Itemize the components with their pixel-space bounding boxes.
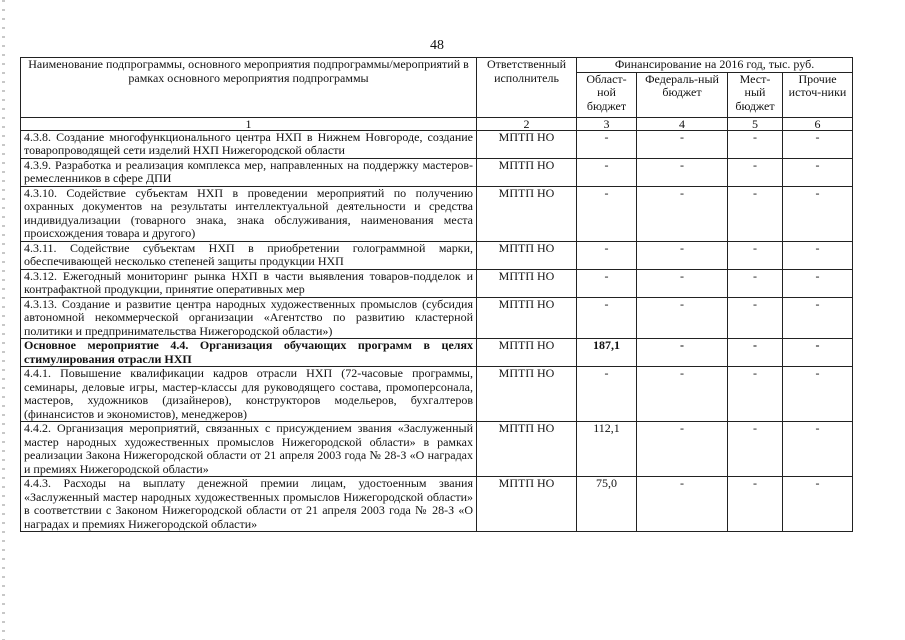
executor-cell: МПТП НО: [477, 367, 577, 422]
executor-cell: МПТП НО: [477, 422, 577, 477]
header-local-budget: Мест-ный бюджет: [728, 72, 783, 117]
other-sources-cell: -: [783, 477, 853, 532]
federal-budget-cell: -: [637, 158, 728, 186]
regional-budget-cell: -: [577, 367, 637, 422]
executor-cell: МПТП НО: [477, 297, 577, 339]
other-sources-cell: -: [783, 241, 853, 269]
other-sources-cell: -: [783, 186, 853, 241]
other-sources-cell: -: [783, 367, 853, 422]
federal-budget-cell: -: [637, 477, 728, 532]
federal-budget-cell: -: [637, 367, 728, 422]
executor-cell: МПТП НО: [477, 158, 577, 186]
measure-name: 4.4.3. Расходы на выплату денежной премии лицам, удостоенным звания «Заслуженный мастер народных художественных промыслов Нижегородской области» в соответствии с Законом Нижегородской области от 21 апреля 2003 года № 28-З «О наградах и премиях Нижегородской области»: [21, 477, 477, 532]
table-row: [21, 477, 853, 532]
other-sources-cell: -: [783, 297, 853, 339]
local-budget-cell: -: [728, 269, 783, 297]
measure-name: 4.3.12. Ежегодный мониторинг рынка НХП в части выявления товаров-подделок и контрафактной продукции, принятие оперативных мер: [21, 269, 477, 297]
scan-margin-marks: [2, 0, 5, 640]
measure-name: 4.4.1. Повышение квалификации кадров отрасли НХП (72-часовые программы, семинары, деловые игры, мастер-классы для руководящего состава, промоперсонала, мастеров, художников (дизайнеров), конструкторов модельеров, бухгалтеров (финансистов и экономистов), менеджеров): [21, 367, 477, 422]
table-row: [21, 158, 853, 186]
executor-cell: МПТП НО: [477, 477, 577, 532]
measure-name: Основное мероприятие 4.4. Организация обучающих программ в целях стимулирования отрасли НХП: [21, 339, 477, 367]
column-number-row: [21, 117, 853, 130]
other-sources-cell: -: [783, 339, 853, 367]
federal-budget-cell: -: [637, 241, 728, 269]
measure-name: 4.3.11. Содействие субъектам НХП в приобретении голограммной марки, обеспечивающей несколько степеней защиты продукции НХП: [21, 241, 477, 269]
regional-budget-cell: 75,0: [577, 477, 637, 532]
table-row: [21, 422, 853, 477]
local-budget-cell: -: [728, 130, 783, 158]
other-sources-cell: -: [783, 130, 853, 158]
measure-name: 4.3.10. Содействие субъектам НХП в проведении мероприятий по получению охранных документов на результаты интеллектуальной деятельности и средства индивидуализации (товарного знака, знака обслуживания, наименования места происхождения товара и другого): [21, 186, 477, 241]
header-financing: Финансирование на 2016 год, тыс. руб.: [577, 58, 853, 73]
executor-cell: МПТП НО: [477, 339, 577, 367]
other-sources-cell: -: [783, 422, 853, 477]
regional-budget-cell: 187,1: [577, 339, 637, 367]
financing-table: [20, 57, 853, 532]
page-number: 48: [430, 38, 444, 53]
local-budget-cell: -: [728, 477, 783, 532]
measure-name: 4.3.8. Создание многофункционального центра НХП в Нижнем Новгороде, создание товаропроводящей сети изделий НХП Нижегородской области: [21, 130, 477, 158]
header-name: Наименование подпрограммы, основного мероприятия подпрограммы/мероприятий в рамках основного мероприятия подпрограммы: [21, 58, 477, 118]
regional-budget-cell: -: [577, 269, 637, 297]
local-budget-cell: -: [728, 241, 783, 269]
federal-budget-cell: -: [637, 422, 728, 477]
table-row: [21, 241, 853, 269]
other-sources-cell: -: [783, 158, 853, 186]
regional-budget-cell: -: [577, 241, 637, 269]
table-row: [21, 367, 853, 422]
header-regional-budget: Област-ной бюджет: [577, 72, 637, 117]
federal-budget-cell: -: [637, 339, 728, 367]
table-row: [21, 186, 853, 241]
regional-budget-cell: -: [577, 158, 637, 186]
federal-budget-cell: -: [637, 186, 728, 241]
executor-cell: МПТП НО: [477, 241, 577, 269]
regional-budget-cell: -: [577, 297, 637, 339]
federal-budget-cell: -: [637, 297, 728, 339]
column-number: 2: [477, 117, 577, 130]
regional-budget-cell: 112,1: [577, 422, 637, 477]
column-number: 3: [577, 117, 637, 130]
column-number: 1: [21, 117, 477, 130]
executor-cell: МПТП НО: [477, 269, 577, 297]
measure-name: 4.4.2. Организация мероприятий, связанных с присуждением звания «Заслуженный мастер народных художественных промыслов Нижегородской области» в рамках реализации Закона Нижегородской области от 21 апреля 2003 года № 28-З «О наградах и премиях Нижегородской области»: [21, 422, 477, 477]
federal-budget-cell: -: [637, 130, 728, 158]
table-row: [21, 130, 853, 158]
regional-budget-cell: -: [577, 130, 637, 158]
header-federal-budget: Федераль-ный бюджет: [637, 72, 728, 117]
table-row: [21, 297, 853, 339]
local-budget-cell: -: [728, 367, 783, 422]
regional-budget-cell: -: [577, 186, 637, 241]
header-executor: Ответственный исполнитель: [477, 58, 577, 118]
column-number: 5: [728, 117, 783, 130]
table-row-main-measure: [21, 339, 853, 367]
local-budget-cell: -: [728, 186, 783, 241]
column-number: 6: [783, 117, 853, 130]
header-other-sources: Прочие источ-ники: [783, 72, 853, 117]
federal-budget-cell: -: [637, 269, 728, 297]
other-sources-cell: -: [783, 269, 853, 297]
measure-name: 4.3.13. Создание и развитие центра народных художественных промыслов (субсидия автономной некоммерческой организации «Агентство по развитию кластерной политики и предпринимательства Нижегородской области»): [21, 297, 477, 339]
executor-cell: МПТП НО: [477, 130, 577, 158]
measure-name: 4.3.9. Разработка и реализация комплекса мер, направленных на поддержку мастеров-ремесленников в сфере ДПИ: [21, 158, 477, 186]
column-number: 4: [637, 117, 728, 130]
table-row: [21, 269, 853, 297]
local-budget-cell: -: [728, 158, 783, 186]
local-budget-cell: -: [728, 422, 783, 477]
local-budget-cell: -: [728, 339, 783, 367]
executor-cell: МПТП НО: [477, 186, 577, 241]
local-budget-cell: -: [728, 297, 783, 339]
